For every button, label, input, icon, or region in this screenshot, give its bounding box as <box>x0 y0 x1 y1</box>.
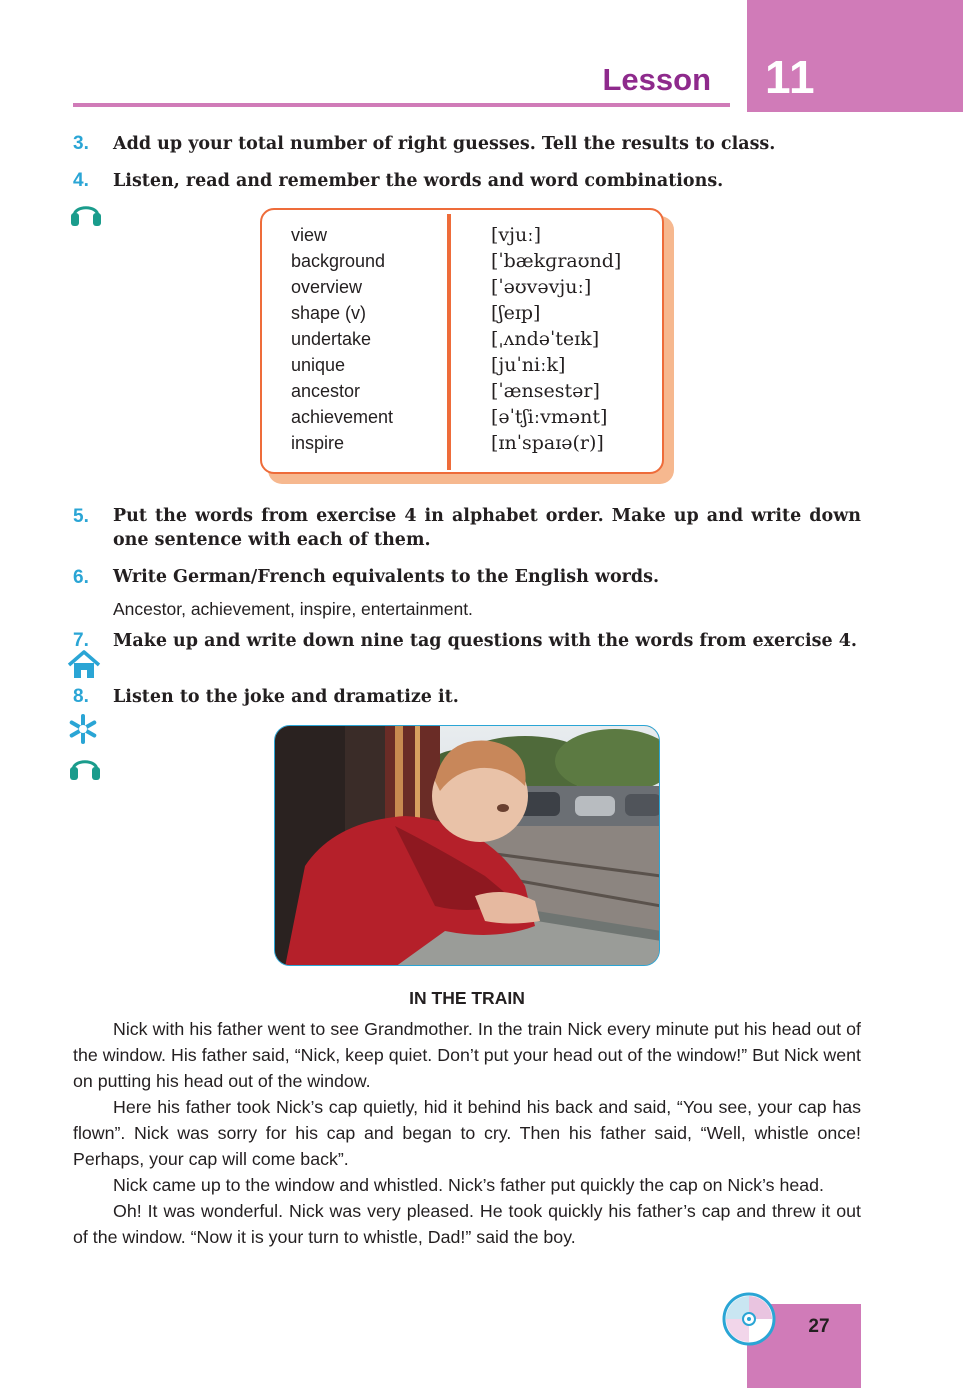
story-paragraph: Nick came up to the window and whistled. Nick’s father put quickly the cap on Nick’s head. <box>113 1175 824 1195</box>
vocabulary-transcription: [ʃeɪp] <box>491 302 541 324</box>
vocabulary-word: unique <box>291 355 346 375</box>
vocabulary-transcription: [juˈniːk] <box>491 354 566 376</box>
vocabulary-transcription: [ɪnˈspaɪə(r)] <box>491 432 604 454</box>
vocabulary-divider <box>447 214 451 470</box>
boy-at-train-window-image <box>275 726 660 966</box>
headphones-icon <box>68 752 102 782</box>
story-title: IN THE TRAIN <box>409 988 525 1008</box>
exercise-number: 8. <box>73 686 89 707</box>
exercise-number: 6. <box>73 567 89 588</box>
home-icon <box>67 650 101 680</box>
story-photo <box>274 725 660 966</box>
vocabulary-transcriptions <box>491 222 621 456</box>
story-paragraph: Oh! It was wonderful. Nick was very pleased. He took quickly his father’s cap and threw it out of the window. “Now it is your turn to whistle, Dad!” said the boy. <box>73 1201 861 1247</box>
vocabulary-transcription: [ˈbækɡraʊnd] <box>491 250 622 272</box>
story-paragraph: Nick with his father went to see Grandmother. In the train Nick every minute put his head out of the window. His father said, “Nick, keep quiet. Don’t put your head out of the window!” But Nick went on putting his head out of the window. <box>73 1019 861 1091</box>
exercise-text: Listen, read and remember the words and word combinations. <box>113 171 724 191</box>
lesson-label: Lesson <box>602 62 711 97</box>
exercise-text: Add up your total number of right guesses. Tell the results to class. <box>113 134 776 154</box>
vocabulary-transcription: [ˈænsestər] <box>491 380 600 402</box>
exercise-subtext: Ancestor, achievement, inspire, entertainment. <box>113 599 473 619</box>
vocabulary-word: shape (v) <box>291 303 367 323</box>
exercise-text: Put the words from exercise 4 in alphabet order. Make up and write down one sentence with each of them. <box>113 506 861 550</box>
vocabulary-word: achievement <box>291 407 394 427</box>
exercise-number: 3. <box>73 133 89 154</box>
vocabulary-words <box>291 222 393 456</box>
exercise-text: Listen to the joke and dramatize it. <box>113 687 459 707</box>
page-number: 27 <box>808 1316 830 1337</box>
vocabulary-word: ancestor <box>291 381 361 401</box>
vocabulary-word: overview <box>291 277 363 297</box>
story-text <box>73 1016 861 1250</box>
vocabulary-word: background <box>291 251 386 271</box>
vocabulary-word: undertake <box>291 329 372 349</box>
vocabulary-transcription: [vjuː] <box>491 224 542 246</box>
exercise-text: Make up and write down nine tag questions with the words from exercise 4. <box>113 631 858 651</box>
vocabulary-transcription: [ˌʌndəˈteɪk] <box>491 328 600 350</box>
lesson-number: 11 <box>765 51 816 103</box>
exercise-text: Write German/French equivalents to the English words. <box>113 567 660 587</box>
vocabulary-transcription: [əˈtʃiːvmənt] <box>491 406 608 428</box>
exercise-number: 5. <box>73 506 89 527</box>
vocabulary-word: inspire <box>291 433 345 453</box>
vocabulary-transcription: [ˈəʊvəvjuː] <box>491 276 592 298</box>
asterisk-icon <box>68 714 98 744</box>
header-rule <box>73 103 730 107</box>
headphones-icon <box>69 198 103 228</box>
exercise-number: 4. <box>73 170 89 191</box>
vocabulary-word: view <box>291 225 328 245</box>
story-paragraph: Here his father took Nick’s cap quietly, hid it behind his back and said, “You see, your cap has flown”. Nick was sorry for his cap and began to cry. Then his father said, “Well, whistle once! Perhaps, your cap will come back”. <box>73 1097 861 1169</box>
exercise-number: 7. <box>73 630 89 651</box>
